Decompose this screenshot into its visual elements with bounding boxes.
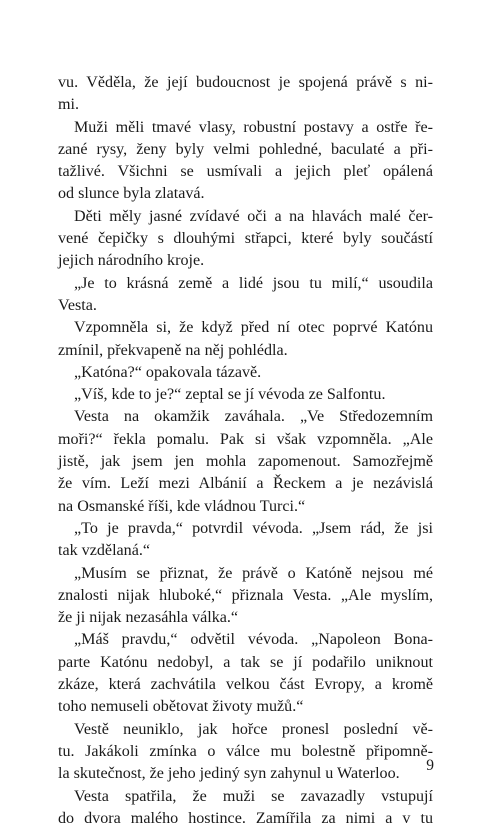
paragraph (58, 206, 433, 273)
text-line: vené čepičky s dlouhými střapci, které byly součástí (58, 228, 433, 250)
text-line: jistě, jak jsem jen mohla zapomenout. Samozřejmě (58, 451, 433, 473)
text-line: jejich národního kroje. (58, 250, 433, 272)
paragraph (58, 384, 433, 406)
text-line: do dvora malého hostince. Zamířila za nimi a v tu (58, 808, 433, 830)
book-page-text (58, 72, 433, 830)
text-line: že vím. Leží mezi Albánií a Řeckem a je nezávislá (58, 473, 433, 495)
text-line: Vesta spatřila, že muži se zavazadly vstupují (58, 786, 433, 808)
text-line: la skutečnost, že jeho jediný syn zahynul u Waterloo. (58, 763, 433, 785)
text-line: „Víš, kde to je?“ zeptal se jí vévoda ze Salfontu. (58, 384, 433, 406)
paragraph (58, 518, 433, 563)
text-line: Vestě neuniklo, jak hořce pronesl poslední vě- (58, 719, 433, 741)
text-line: od slunce byla zlatavá. (58, 183, 433, 205)
text-line: vu. Věděla, že její budoucnost je spojená právě s ni- (58, 72, 433, 94)
text-line: Vesta. (58, 295, 433, 317)
paragraph (58, 563, 433, 630)
text-line: mi. (58, 94, 433, 116)
paragraph (58, 317, 433, 362)
page-number: 9 (410, 757, 434, 775)
text-line: znalosti nijak hluboké,“ přiznala Vesta. „Ale myslím, (58, 585, 433, 607)
text-line: zkáze, která zachvátila velkou část Evropy, a kromě (58, 674, 433, 696)
text-line: Vesta na okamžik zaváhala. „Ve Středozemním (58, 406, 433, 428)
paragraph (58, 362, 433, 384)
text-line: parte Katónu nedobyl, a tak se jí podařilo uniknout (58, 652, 433, 674)
text-line: Děti měly jasné zvídavé oči a na hlavách malé čer- (58, 206, 433, 228)
text-line: tažlivé. Všichni se usmívali a jejich pleť opálená (58, 161, 433, 183)
text-line: „To je pravda,“ potvrdil vévoda. „Jsem rád, že jsi (58, 518, 433, 540)
paragraph (58, 406, 433, 517)
text-line: toho nemuseli obětovat životy mužů.“ (58, 696, 433, 718)
paragraph (58, 117, 433, 206)
text-line: „Je to krásná země a lidé jsou tu milí,“ usoudila (58, 273, 433, 295)
paragraph (58, 629, 433, 718)
text-line: zmínil, překvapeně na něj pohlédla. (58, 340, 433, 362)
text-line: tu. Jakákoli zmínka o válce mu bolestně připomně- (58, 741, 433, 763)
text-line: že ji nijak nezasáhla válka.“ (58, 607, 433, 629)
paragraph (58, 719, 433, 786)
paragraph (58, 273, 433, 318)
text-line: „Musím se přiznat, že právě o Katóně nejsou mé (58, 563, 433, 585)
text-line: „Katóna?“ opakovala tázavě. (58, 362, 433, 384)
text-line: „Máš pravdu,“ odvětil vévoda. „Napoleon Bona- (58, 629, 433, 651)
text-line: moři?“ řekla pomalu. Pak si však vzpomněla. „Ale (58, 429, 433, 451)
text-line: zané rysy, ženy byly velmi pohledné, baculaté a při- (58, 139, 433, 161)
text-line: Muži měli tmavé vlasy, robustní postavy a ostře ře- (58, 117, 433, 139)
paragraph (58, 72, 433, 117)
text-line: Vzpomněla si, že když před ní otec poprvé Katónu (58, 317, 433, 339)
text-line: na Osmanské říši, kde vládnou Turci.“ (58, 496, 433, 518)
paragraph (58, 786, 433, 830)
text-line: tak vzdělaná.“ (58, 540, 433, 562)
